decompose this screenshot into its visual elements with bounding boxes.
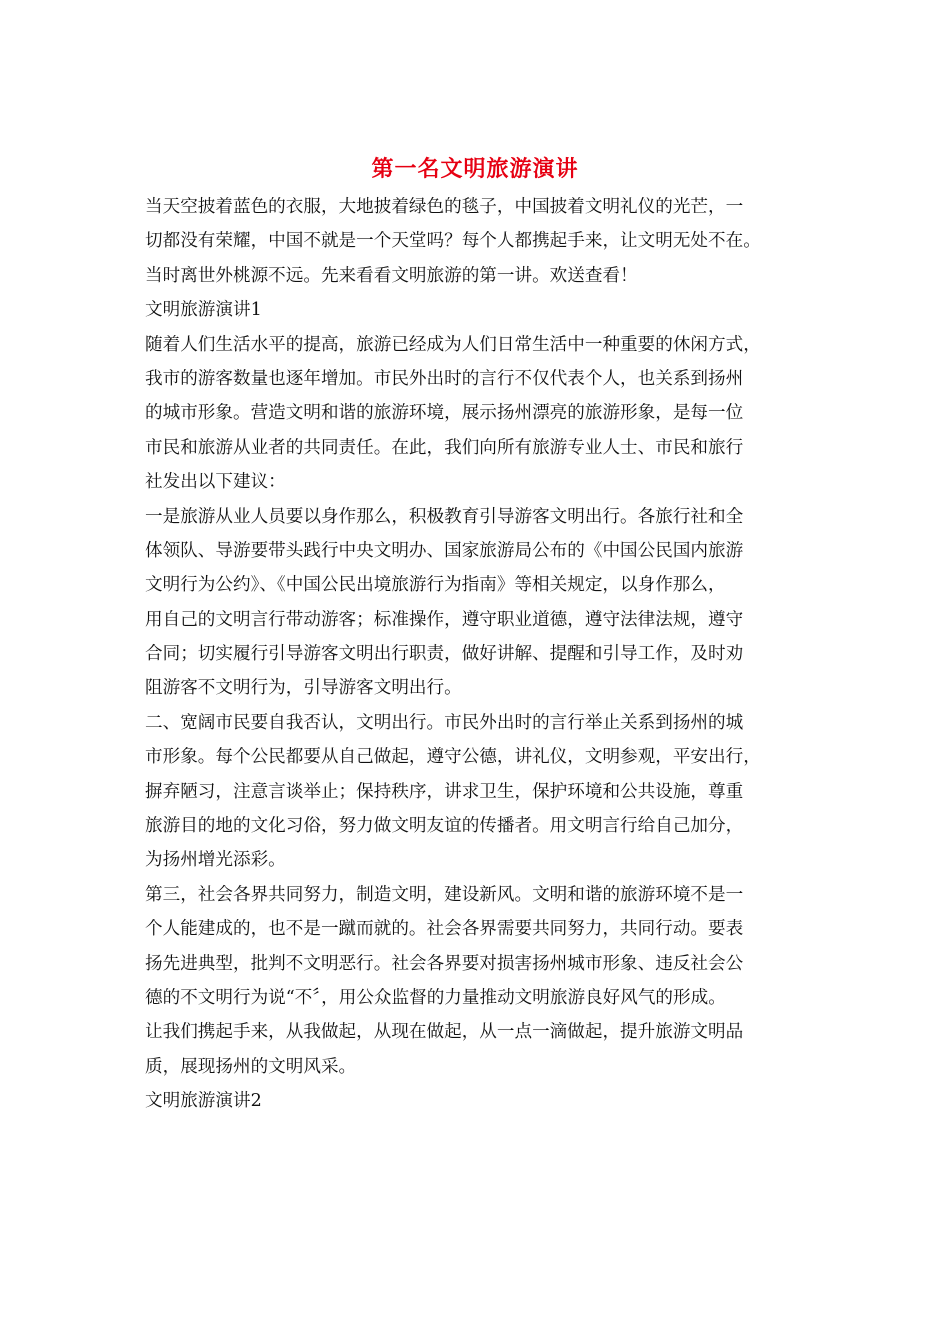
body-line: 旅游目的地的文化习俗，努力做文明友谊的传播者。用文明言行给自己加分， [145, 816, 744, 837]
body-line: 切都没有荣耀，中国不就是一个天堂吗？每个人都携起手来，让文明无处不在。 [145, 231, 761, 252]
body-line: 摒弃陋习，注意言谈举止；保持秩序，讲求卫生，保护环境和公共设施，尊重 [145, 781, 744, 802]
body-line: 一是旅游从业人员要以身作那么，积极教育引导游客文明出行。各旅行社和全 [145, 506, 744, 527]
body-line: 合同；切实履行引导游客文明出行职责，做好讲解、提醒和引导工作，及时劝 [145, 644, 744, 665]
document-body [145, 190, 810, 1119]
body-line: 第三，社会各界共同努力，制造文明，建设新风。文明和谐的旅游环境不是一 [145, 884, 744, 905]
body-line: 二、宽阔市民要自我否认，文明出行。市民外出时的言行举止关系到扬州的城 [145, 712, 744, 733]
body-line: 扬先进典型，批判不文明恶行。社会各界要对损害扬州城市形象、违反社会公 [145, 953, 744, 974]
body-line: 随着人们生活水平的提高，旅游已经成为人们日常生活中一种重要的休闲方式， [145, 334, 761, 355]
body-line: 体领队、导游要带头践行中央文明办、国家旅游局公布的《中国公民国内旅游 [145, 540, 744, 561]
body-line: 用自己的文明言行带动游客；标准操作，遵守职业道德，遵守法律法规，遵守 [145, 609, 744, 630]
body-line: 文明行为公约》、《中国公民出境旅游行为指南》等相关规定，以身作那么， [145, 575, 726, 596]
body-line: 让我们携起手来，从我做起，从现在做起，从一点一滴做起，提升旅游文明品 [145, 1022, 744, 1043]
body-line: 当天空披着蓝色的衣服，大地披着绿色的毯子，中国披着文明礼仪的光芒，一 [145, 197, 744, 217]
body-line: 质，展现扬州的文明风采。 [145, 1056, 357, 1077]
body-line: 当时离世外桃源不远。先来看看文明旅游的第一讲。欢送查看！ [145, 265, 638, 286]
body-line: 阻游客不文明行为，引导游客文明出行。 [145, 678, 462, 699]
body-line: 的城市形象。营造文明和谐的旅游环境，展示扬州漂亮的旅游形象，是每一位 [145, 403, 744, 424]
body-line: 个人能建成的，也不是一蹴而就的。社会各界需要共同努力，共同行动。要表 [145, 919, 744, 940]
body-line: 德的不文明行为说“不〞，用公众监督的力量推动文明旅游良好风气的形成。 [145, 987, 726, 1008]
document-title: 第一名文明旅游演讲 [371, 156, 579, 182]
section-heading-1: 文明旅游演讲1 [145, 300, 262, 321]
body-line: 市民和旅游从业者的共同责任。在此，我们向所有旅游专业人士、市民和旅行 [145, 437, 744, 458]
section-heading-2: 文明旅游演讲2 [145, 1091, 262, 1112]
body-line: 我市的游客数量也逐年增加。市民外出时的言行不仅代表个人，也关系到扬州 [145, 368, 744, 389]
body-line: 为扬州增光添彩。 [145, 850, 286, 871]
body-line: 市形象。每个公民都要从自己做起，遵守公德，讲礼仪，文明参观，平安出行， [145, 747, 761, 768]
body-line: 社发出以下建议： [145, 472, 286, 493]
